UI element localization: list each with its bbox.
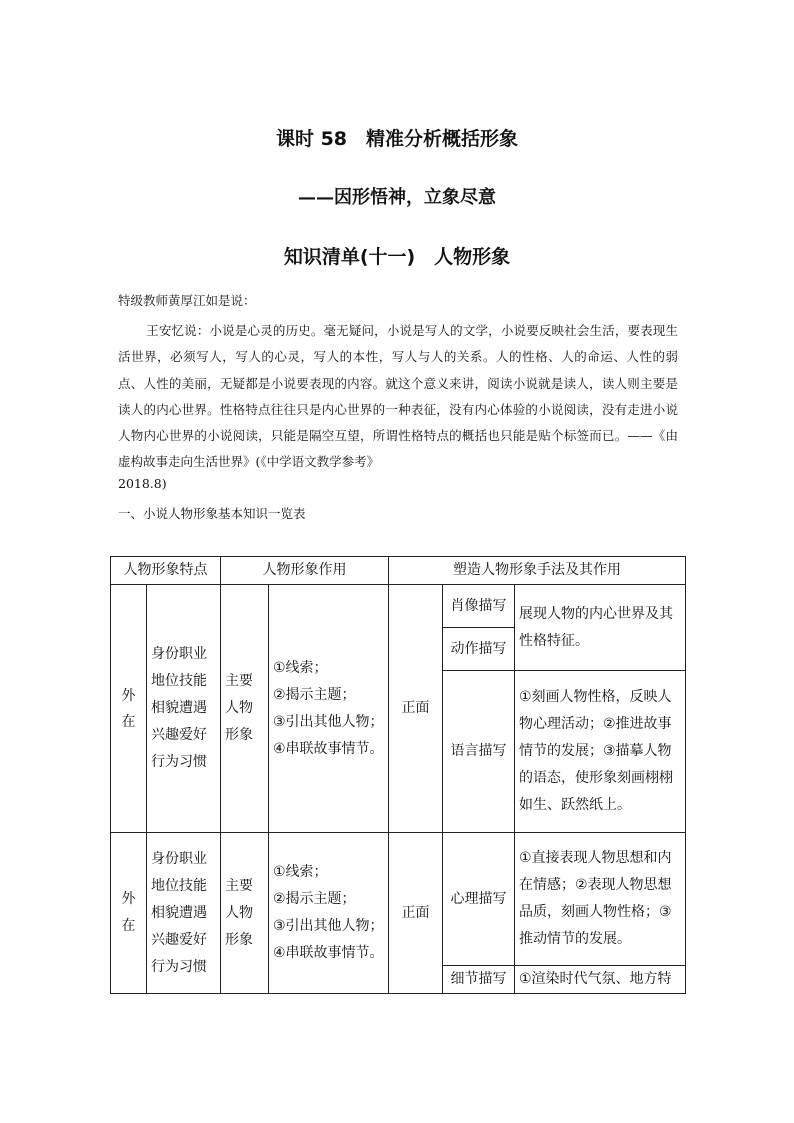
aspect-cell: 外在	[111, 833, 147, 994]
table-row	[111, 833, 686, 966]
method-effect: ①直接表现人物思想和内在情感；②表现人物思想品质，刻画人物性格；③推动情节的发展。	[515, 833, 686, 966]
method-effect: ①渲染时代气氛、地方特	[515, 966, 686, 994]
quote-paragraph	[118, 318, 678, 476]
method-name: 动作描写	[443, 628, 515, 671]
function-item: ②揭示主题；	[273, 686, 356, 703]
traits-cell: 身份职业地位技能相貌遭遇兴趣爱好行为习惯	[147, 833, 221, 994]
direction-cell: 正面	[389, 833, 443, 994]
function-item: ③引出其他人物；	[273, 918, 384, 934]
function-item: ③引出其他人物；	[273, 713, 384, 730]
lesson-subtitle: ——因形悟神，立象尽意	[298, 187, 496, 208]
table-title: 一、小说人物形象基本知识一览表	[118, 506, 306, 521]
function-item: ④串联故事情节。	[273, 945, 384, 961]
method-name: 细节描写	[443, 966, 515, 994]
role-cell: 主要人物形象	[221, 833, 269, 994]
speaker-line: 特级教师黄厚江如是说：	[118, 293, 256, 308]
traits-cell: 身份职业地位技能相貌遭遇兴趣爱好行为习惯	[147, 585, 221, 833]
table-header-row	[111, 557, 686, 585]
quote-citation-year: 2018.8)	[118, 476, 167, 491]
section-title: 知识清单(十一) 人物形象	[283, 246, 511, 268]
function-item: ②揭示主题；	[273, 891, 356, 907]
function-item: ④串联故事情节。	[273, 740, 384, 757]
quote-text: 王安忆说：小说是心灵的历史。毫无疑问，小说是写人的文学，小说要反映社会生活，要表现生活世界，必须写人，写人的心灵，写人的本性，写人与人的关系。人的性格、人的命运、人性的弱点、人性的美丽，无疑都是小说要表现的内容。就这个意义来讲，阅读小说就是读人，读人则主要是读人的内心世界。性格特点往往只是内心世界的一种表征，没有内心体验的小说阅读，没有走进小说人物内心世界的小说阅读，只能是隔空互望，所谓性格特点的概括也只能是贴个标签而已。——《由虚构故事走向生活世界》(《中学语文教学参考》	[118, 323, 678, 470]
direction-cell: 正面	[389, 585, 443, 833]
method-effect: ①刻画人物性格，反映人物心理活动；②推进故事情节的发展；③描摹人物的语态，使形象刻画栩栩如生、跃然纸上。	[515, 671, 686, 833]
header-traits: 人物形象特点	[111, 557, 221, 585]
method-name: 心理描写	[443, 833, 515, 966]
table-row	[111, 585, 686, 628]
method-name: 肖像描写	[443, 585, 515, 628]
header-functions: 人物形象作用	[221, 557, 389, 585]
character-knowledge-table	[110, 556, 686, 994]
method-effect: 展现人物的内心世界及其性格特征。	[515, 585, 686, 671]
lesson-title: 课时 58 精准分析概括形象	[275, 128, 519, 150]
aspect-cell: 外在	[111, 585, 147, 833]
method-name: 语言描写	[443, 671, 515, 833]
functions-cell	[269, 585, 389, 833]
function-item: ①线索；	[273, 864, 328, 880]
role-cell: 主要人物形象	[221, 585, 269, 833]
functions-cell	[269, 833, 389, 994]
header-methods: 塑造人物形象手法及其作用	[389, 557, 686, 585]
function-item: ①线索；	[273, 659, 328, 676]
